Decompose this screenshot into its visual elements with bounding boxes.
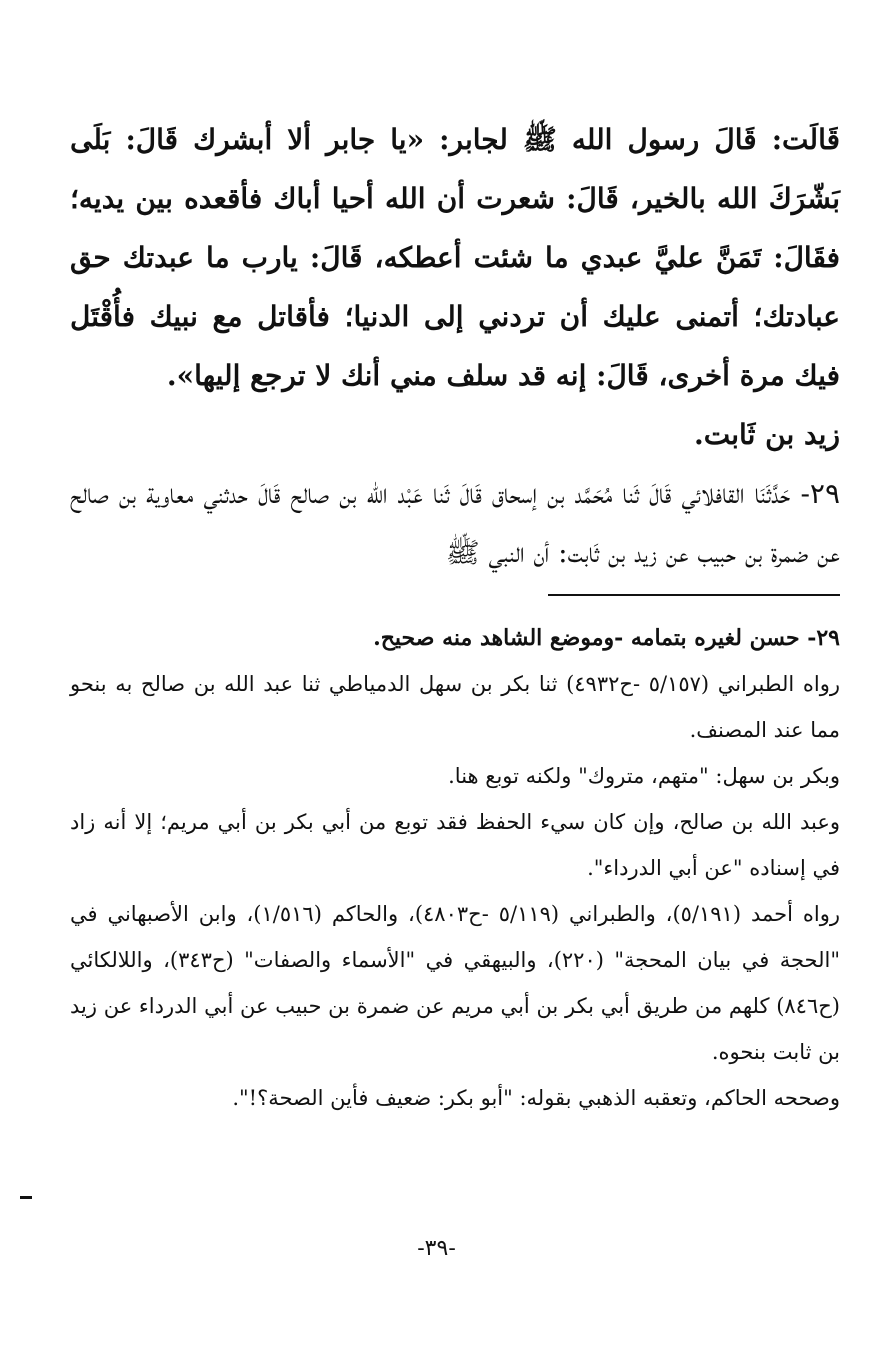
footnote-paragraph: رواه الطبراني (٥/١٥٧ -ح٤٩٣٢) ثنا بكر بن سهل الدمياطي ثنا عبد الله بن صالح به بنحو مما عند المصنف. (70, 672, 841, 742)
hadith-text-paragraph: قَالَت: قَالَ رسول الله ﷺ لجابر: «يا جابر ألا أبشرك قَالَ: بَلَى بَشّرَكَ الله بالخير، قَالَ: شعرت أن الله أحيا أباك فأقعده بين يديه؛ فقَالَ: تَمَنَّ عليَّ عبدي ما شئت أعطكه، قَالَ: يارب ما عبدتك حق عبادتك؛ أتمنى عليك أن تردني إلى الدنيا؛ فأقاتل مع نبيك فأُقْتَل فيك مرة أخرى، قَالَ: إنه قد سلف مني أنك لا ترجع إليها». (70, 123, 840, 392)
section-heading: زيد بن ثَابت. (694, 418, 840, 451)
page-number: -٣٩- (417, 1236, 456, 1261)
footnote-title: ٢٩- حسن لغيره بتمامه -وموضع الشاهد منه صحيح. (373, 625, 840, 651)
footnote-paragraph: وصححه الحاكم، وتعقبه الذهبي بقوله: "أبو بكر: ضعيف فأين الصحة؟!". (232, 1086, 840, 1110)
footnote-paragraph: وبكر بن سهل: "متهم، متروك" ولكنه توبع هنا. (448, 764, 840, 788)
page-body (70, 110, 841, 1110)
footnote-paragraph: رواه أحمد (٥/١٩١)، والطبراني (٥/١١٩ -ح٤٨٠٣)، والحاكم (١/٥١٦)، وابن الأصبهاني في "الحجة في بيان المحجة" (٢٢٠)، والبيهقي في "الأسماء والصفات" (ح٣٤٣)، واللالكائي (ح٨٤٦) كلهم من طريق أبي بكر بن أبي مريم عن ضمرة بن حبيب عن أبي الدرداء عن زيد بن ثابت بنحوه. (70, 902, 840, 1064)
footnote-divider (548, 594, 840, 596)
margin-mark (20, 1196, 32, 1199)
hadith-29-chain: ٢٩- حَدَّثَنَا القافلائي قَالَ ثَنا مُحَمَّد بن إسحاق قَالَ ثَنا عَبْد الله بن صالح قَالَ حدثني معاوية بن صالح عن ضمرة بن حبيب عن زيد بن ثَابت: أن النبي ﷺ (70, 477, 840, 569)
footnotes (70, 615, 840, 1121)
main-text (70, 110, 840, 582)
footnote-paragraph: وعبد الله بن صالح، وإن كان سيء الحفظ فقد توبع من أبي بكر بن أبي مريم؛ إلا أنه زاد في إسناده "عن أبي الدرداء". (70, 810, 840, 880)
